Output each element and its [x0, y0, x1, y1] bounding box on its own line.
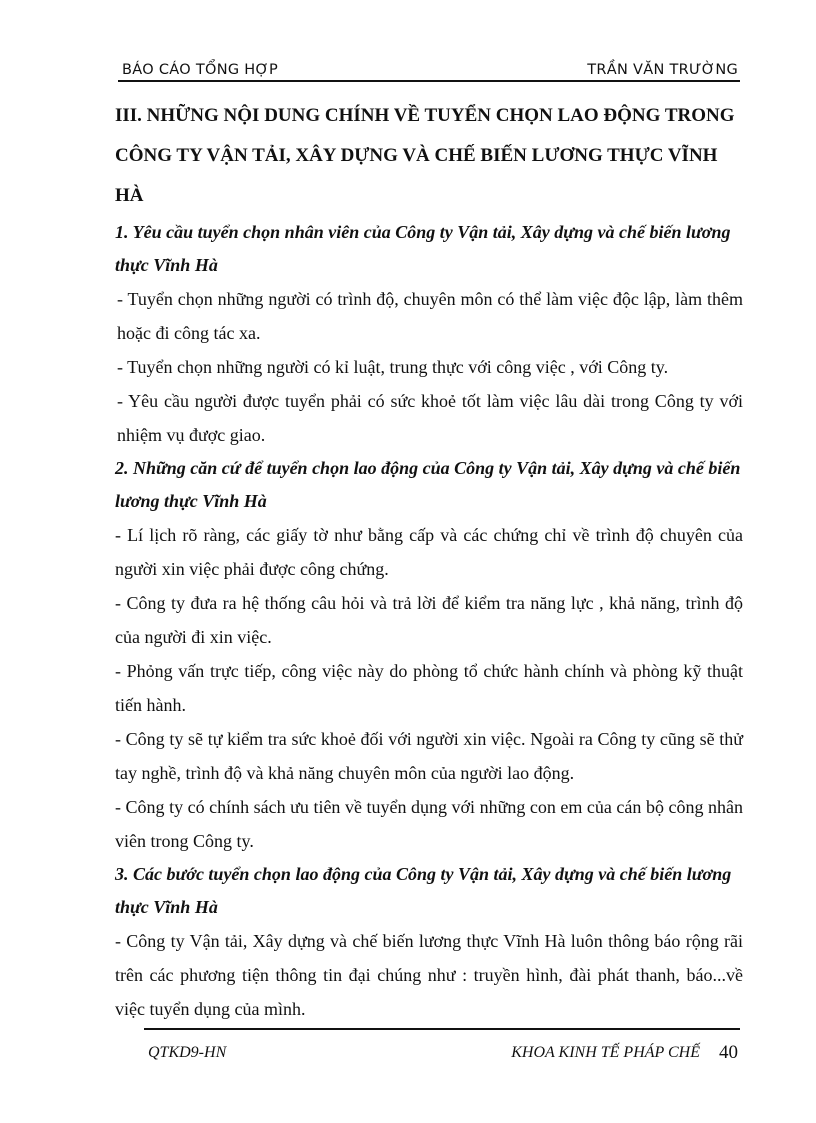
page-number: 40	[719, 1042, 738, 1063]
section-3-paragraph-1: - Công ty Vận tải, Xây dựng và chế biến lương thực Vĩnh Hà luôn thông báo rộng rãi trên các phương tiện thông tin đại chúng như : truyền hình, đài phát thanh, báo...về việc tuyển dụng của mình.	[115, 931, 743, 1019]
section-2-paragraph-3: - Phỏng vấn trực tiếp, công việc này do phòng tổ chức hành chính và phòng kỹ thuật tiến hành.	[115, 661, 743, 715]
footer-left-text: QTKD9-HN	[148, 1044, 227, 1061]
footer-faculty-text: KHOA KINH TẾ PHÁP CHẾ	[511, 1044, 700, 1061]
page-header	[118, 56, 740, 82]
section-2-paragraph-2: - Công ty đưa ra hệ thống câu hỏi và trả lời để kiểm tra năng lực , khả năng, trình độ của người đi xin việc.	[115, 593, 743, 647]
header-left-text: BÁO CÁO TỔNG HỢP	[122, 62, 279, 78]
section-1-paragraph-2: - Tuyển chọn những người có kỉ luật, trung thực với công việc , với Công ty.	[117, 357, 669, 377]
page-body	[115, 96, 743, 1026]
section-1-paragraph-1: - Tuyển chọn những người có trình độ, chuyên môn có thể làm việc độc lập, làm thêm hoặc đi công tác xa.	[117, 289, 743, 343]
header-rule	[118, 80, 740, 82]
chapter-title-line-1: III. NHỮNG NỘI DUNG CHÍNH VỀ TUYỂN CHỌN LAO ĐỘNG TRONG	[115, 105, 735, 126]
header-right-text: TRẦN VĂN TRƯỜNG	[587, 62, 738, 78]
section-1-paragraph-3: - Yêu cầu người được tuyển phải có sức khoẻ tốt làm việc lâu dài trong Công ty với nhiệm vụ được giao.	[117, 391, 743, 445]
section-2-paragraph-4: - Công ty sẽ tự kiểm tra sức khoẻ đối với người xin việc. Ngoài ra Công ty cũng sẽ thử tay nghề, trình độ và khả năng chuyên môn của người lao động.	[115, 729, 743, 783]
chapter-title-line-2: CÔNG TY VẬN TẢI, XÂY DỰNG VÀ CHẾ BIẾN LƯƠNG THỰC VĨNH HÀ	[115, 145, 718, 206]
footer-rule	[144, 1028, 740, 1030]
section-2-paragraph-5: - Công ty có chính sách ưu tiên về tuyển dụng với những con em của cán bộ công nhân viên trong Công ty.	[115, 797, 743, 851]
section-1-heading: 1. Yêu cầu tuyển chọn nhân viên của Công ty Vận tải, Xây dựng và chế biến lương thực Vĩnh Hà	[115, 222, 731, 275]
section-3-heading: 3. Các bước tuyển chọn lao động của Công ty Vận tải, Xây dựng và chế biến lương thực Vĩnh Hà	[115, 864, 732, 917]
page-footer	[144, 1028, 740, 1068]
section-2-paragraph-1: - Lí lịch rõ ràng, các giấy tờ như bằng cấp và các chứng chỉ về trình độ chuyên của người xin việc phải được công chứng.	[115, 525, 743, 579]
section-2-heading: 2. Những căn cứ để tuyển chọn lao động của Công ty Vận tải, Xây dựng và chế biến lương thực Vĩnh Hà	[115, 458, 741, 511]
